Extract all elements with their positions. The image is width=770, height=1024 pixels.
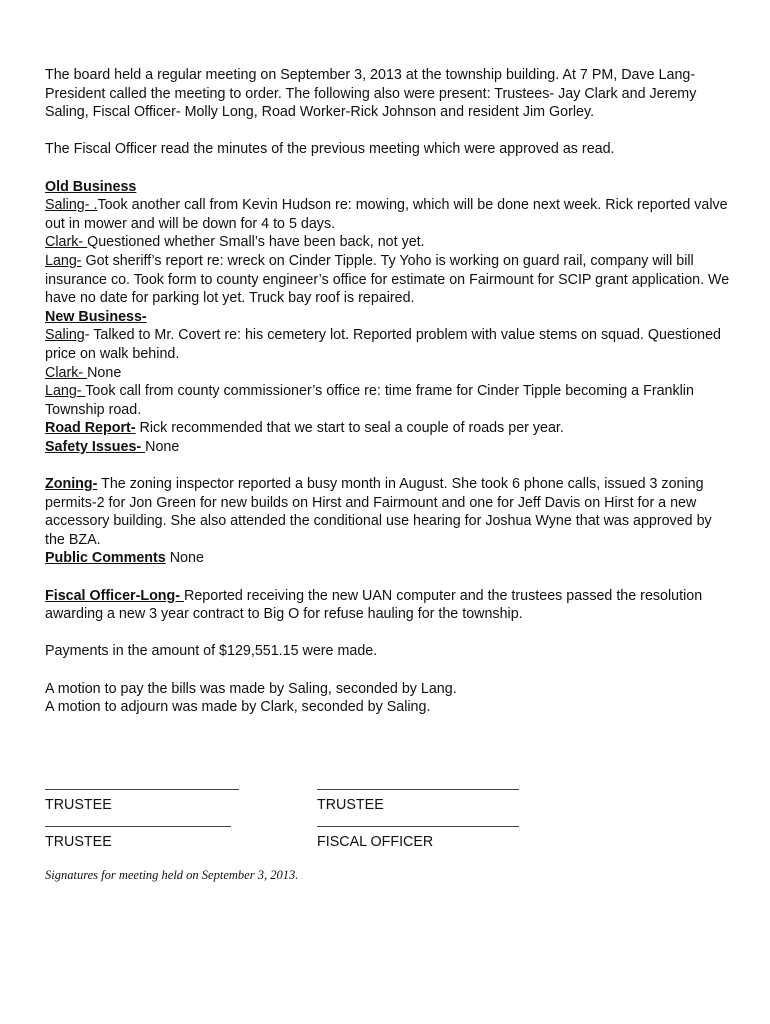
new-lang-text: Took call from county commissioner’s office re: time frame for Cinder Tipple becoming a Franklin Township road. [45, 383, 694, 418]
old-business-clark [45, 233, 735, 252]
old-business-heading: Old Business [45, 178, 137, 195]
public-comments-label: Public Comments [45, 550, 166, 567]
signature-trustee-1 [45, 789, 239, 815]
old-clark-label: Clark- [45, 234, 88, 251]
signature-label: TRUSTEE [45, 834, 112, 850]
signature-trustee-2 [317, 789, 519, 815]
old-saling-text: Took another call from Kevin Hudson re: mowing, which will be done next week. Rick reported valve out in mower and will be down for 4 to 5 days. [45, 197, 728, 232]
new-business-clark [45, 364, 735, 383]
signature-label: TRUSTEE [317, 797, 384, 813]
safety-issues [45, 438, 735, 457]
old-business-lang [45, 252, 735, 308]
road-report [45, 419, 735, 438]
signature-line [317, 789, 519, 790]
zoning-paragraph [45, 475, 735, 549]
old-clark-text: Questioned whether Small’s have been back, not yet. [87, 234, 425, 251]
new-clark-label: Clark- [45, 364, 88, 381]
new-business-saling [45, 326, 735, 363]
old-business-saling [45, 196, 735, 233]
new-lang-label: Lang- [45, 383, 86, 400]
fiscal-officer-paragraph [45, 587, 735, 624]
old-saling-label: Saling- . [45, 197, 98, 214]
new-saling-text: - Talked to Mr. Covert re: his cemetery lot. Reported problem with value stems on squad. Questioned price on walk behind. [45, 327, 721, 362]
public-comments-text: None [165, 550, 204, 567]
safety-text: None [145, 438, 180, 455]
zoning-label: Zoning- [45, 476, 98, 493]
signature-line [45, 789, 239, 790]
motion-adjourn: A motion to adjourn was made by Clark, seconded by Saling. [45, 699, 431, 716]
motion-bills: A motion to pay the bills was made by Saling, seconded by Lang. [45, 680, 457, 697]
signature-line [317, 826, 519, 827]
road-report-text: Rick recommended that we start to seal a couple of roads per year. [135, 420, 564, 437]
old-lang-text: Got sheriff’s report re: wreck on Cinder Tipple. Ty Yoho is working on guard rail, company will bill insurance co. Took form to county engineer’s office for estimate on Fairmount for SCIP grant application. We have no date for parking lot yet. Truck bay roof is repaired. [45, 252, 730, 307]
signature-trustee-3 [45, 826, 231, 852]
new-clark-text: None [87, 364, 122, 381]
signature-line [45, 826, 231, 827]
signature-note: Signatures for meeting held on September 3, 2013. [45, 868, 299, 882]
fiscal-officer-label: Fiscal Officer-Long- [45, 587, 185, 604]
road-report-label: Road Report- [45, 420, 136, 437]
public-comments [45, 549, 735, 568]
minutes-body [45, 66, 735, 717]
old-lang-label: Lang- [45, 252, 82, 269]
fiscal-officer-text: Reported receiving the new UAN computer and the trustees passed the resolution awarding a new 3 year contract to Big O for refuse hauling for the township. [45, 587, 703, 623]
safety-label: Safety Issues- [45, 438, 146, 455]
minutes-paragraph: The Fiscal Officer read the minutes of the previous meeting which were approved as read. [45, 141, 615, 158]
signature-label: TRUSTEE [45, 797, 112, 813]
signature-fiscal-officer [317, 826, 519, 852]
zoning-text: The zoning inspector reported a busy month in August. She took 6 phone calls, issued 3 zoning permits-2 for Jon Green for new builds on Hirst and Fairmount and one for Jeff Davis on Hirst for a new accessory building. She also attended the conditional use hearing for Joshua Wyne that was approved by the BZA. [45, 476, 712, 548]
signature-label: FISCAL OFFICER [317, 834, 434, 850]
payments-paragraph: Payments in the amount of $129,551.15 were made. [45, 643, 378, 660]
new-saling-label: Saling [45, 327, 85, 344]
intro-paragraph: The board held a regular meeting on September 3, 2013 at the township building. At 7 PM, Dave Lang-President called the meeting to order. The following also were present: Trustees- Jay Clark and Jeremy Saling, Fiscal Officer- Molly Long, Road Worker-Rick Johnson and resident Jim Gorley. [45, 67, 697, 121]
new-business-heading: New Business- [45, 308, 147, 325]
new-business-lang [45, 382, 735, 419]
